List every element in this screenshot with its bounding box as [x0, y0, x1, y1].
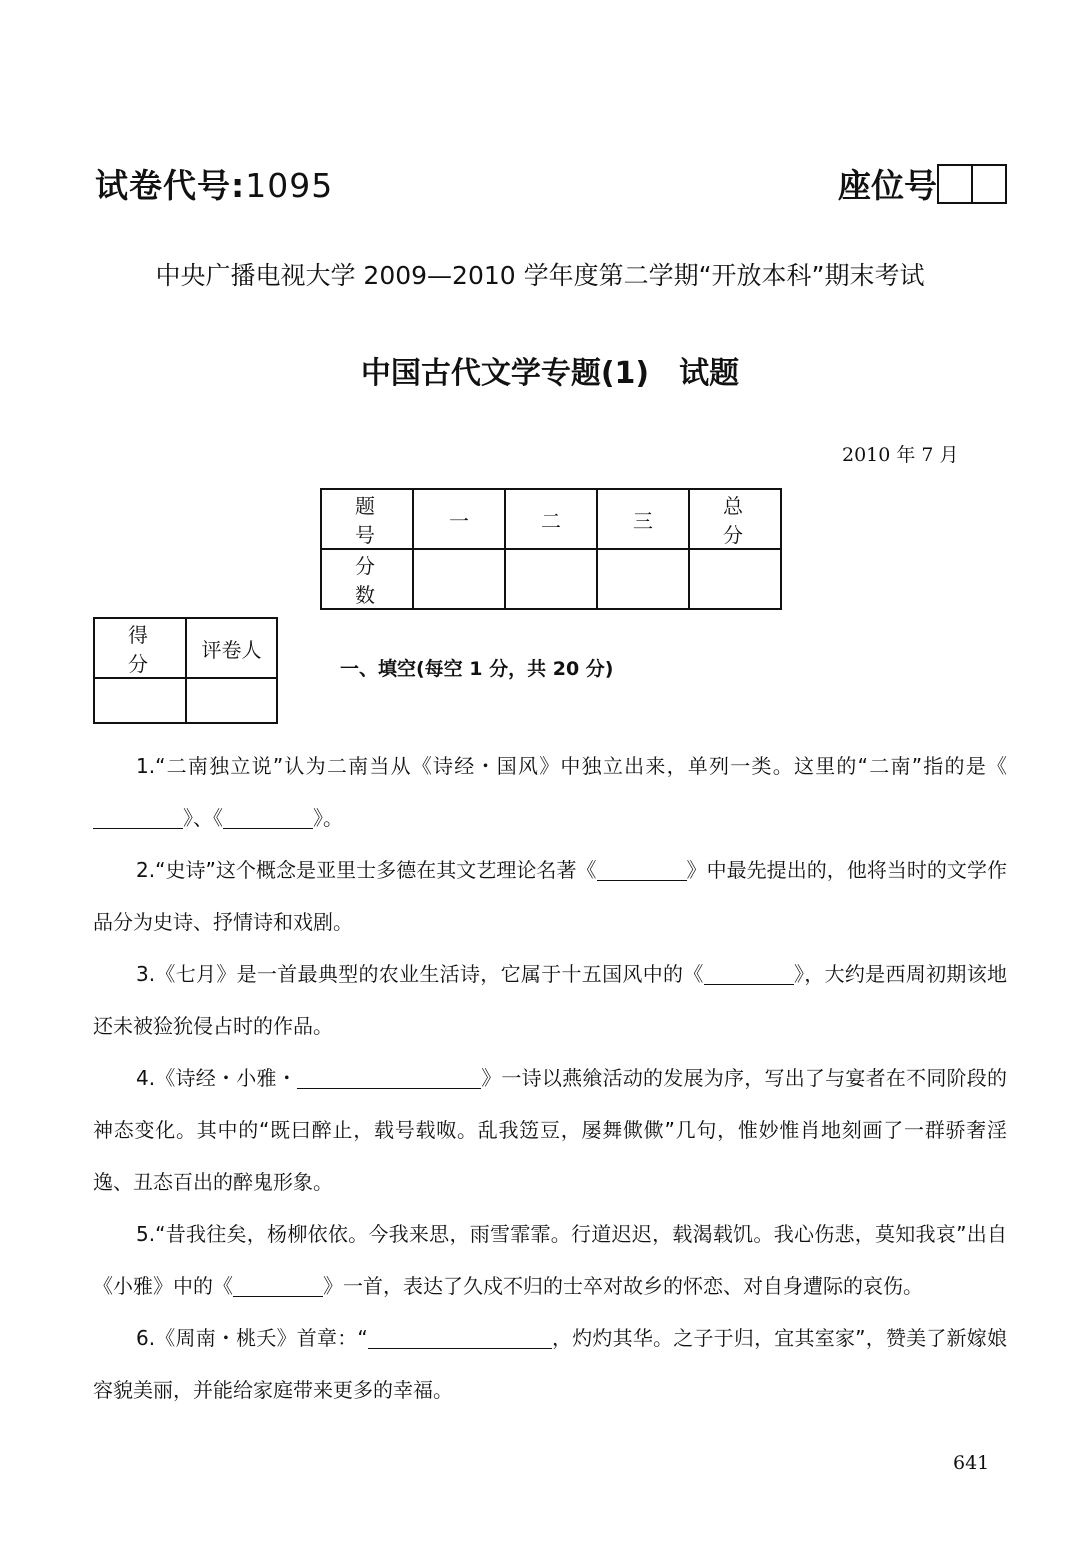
- score-table-row-label: 题 号: [321, 489, 413, 549]
- exam-university-line: 中央广播电视大学 2009—2010 学年度第二学期“开放本科”期末考试: [155, 261, 925, 290]
- answer-blank: [297, 1063, 481, 1089]
- score-table-col: 一: [413, 489, 505, 549]
- grader-label: 评卷人: [186, 618, 277, 678]
- answer-blank: [233, 1271, 323, 1297]
- score-cell: [689, 549, 781, 609]
- question-4: 4.《诗经・小雅・ 》一诗以燕飨活动的发展为序，写出了与宴者在不同阶段的神态变化。其中的“既曰醉止，载号载呶。乱我笾豆，屡舞僛僛”几句，惟妙惟肖地刻画了一群骄奢淫逸、丑态百出的醉鬼形象。: [93, 1052, 1007, 1208]
- page-number: 641: [953, 1452, 990, 1474]
- answer-blank: [93, 803, 183, 829]
- question-list: [93, 740, 1007, 1416]
- course-title: 中国古代文学专题(1) 试题: [360, 356, 740, 391]
- paper-code: [95, 160, 333, 207]
- score-table-row-label: 分 数: [321, 549, 413, 609]
- score-table-col: 二: [505, 489, 597, 549]
- answer-blank: [223, 803, 313, 829]
- question-3: 3.《七月》是一首最典型的农业生活诗，它属于十五国风中的《 》，大约是西周初期该地还未被猃狁侵占时的作品。: [93, 948, 1007, 1052]
- grader-score-label: 得 分: [94, 618, 186, 678]
- answer-blank: [704, 959, 794, 985]
- seat-number-box: [937, 164, 1007, 204]
- paper-code-number: 1095: [245, 166, 334, 205]
- score-cell: [597, 549, 689, 609]
- score-cell: [505, 549, 597, 609]
- question-2: 2.“史诗”这个概念是亚里士多德在其文艺理论名著《 》中最先提出的，他将当时的文学作品分为史诗、抒情诗和戏剧。: [93, 844, 1007, 948]
- score-table: [320, 488, 799, 610]
- seat-number-label: 座位号: [838, 166, 937, 205]
- section-title: 一、填空(每空 1 分，共 20 分): [340, 658, 614, 680]
- exam-date: 2010 年 7 月: [842, 444, 959, 466]
- paper-code-label: 试卷代号:: [95, 166, 246, 205]
- answer-blank: [597, 855, 687, 881]
- question-5: 5.“昔我往矣，杨柳依依。今我来思，雨雪霏霏。行道迟迟，载渴载饥。我心伤悲，莫知我哀”出自《小雅》中的《 》一首，表达了久戍不归的士卒对故乡的怀恋、对自身遭际的哀伤。: [93, 1222, 1007, 1298]
- grader-name-cell: [186, 678, 277, 723]
- score-table-col-total: 总 分: [689, 489, 781, 549]
- score-table-header-row: [321, 489, 781, 549]
- question-1: 1.“二南独立说”认为二南当从《诗经・国风》中独立出来，单列一类。这里的“二南”指的是《》、《 》。: [93, 740, 1007, 844]
- score-table-col: 三: [597, 489, 689, 549]
- grader-score-cell: [94, 678, 186, 723]
- grader-table: [93, 617, 278, 724]
- answer-blank: [368, 1323, 552, 1349]
- score-table-score-row: [321, 549, 781, 609]
- seat-number: [838, 160, 1007, 207]
- question-6: 6.《周南・桃夭》首章：“ ，灼灼其华。之子于归，宜其室家”，赞美了新嫁娘容貌美丽，并能给家庭带来更多的幸福。: [93, 1312, 1007, 1416]
